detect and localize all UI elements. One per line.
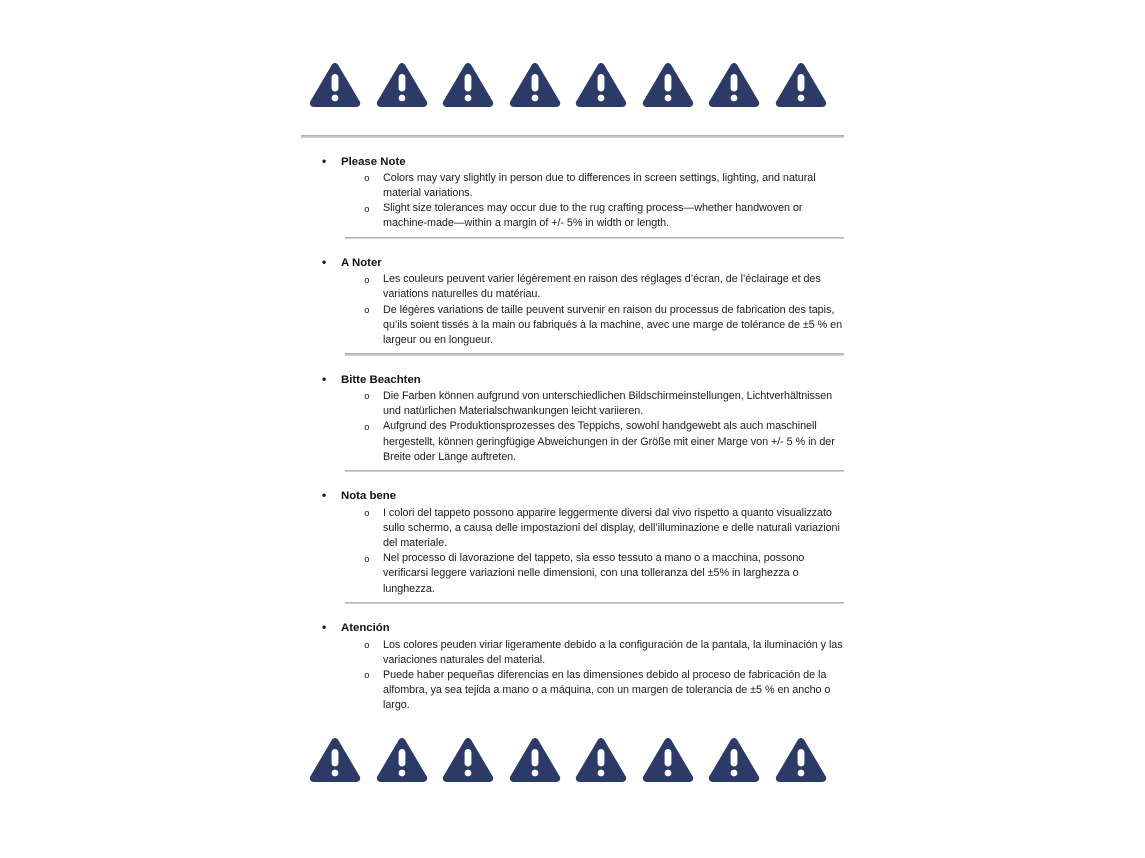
- warning-triangle-icon: [708, 60, 760, 110]
- warning-triangle-icon: [309, 735, 361, 785]
- bullet-circle: o: [364, 203, 370, 215]
- section-heading-row: [301, 489, 844, 504]
- section-atencion: [301, 604, 844, 713]
- warning-triangle-icon: [775, 60, 827, 110]
- note-item: [301, 551, 844, 597]
- bullet-circle: o: [364, 391, 370, 403]
- section-a-noter: [301, 239, 844, 356]
- note-item-text: De légères variations de taille peuvent survenir en raison du processus de fabrication des tapis, qu’ils soient tissés à la main ou fabriqués à la machine, avec une marge de tolérance de ±5 % en largeur ou en longueur.: [383, 303, 843, 347]
- warning-icons-row-bottom: [301, 735, 844, 785]
- bullet-circle: o: [364, 421, 370, 433]
- warning-triangle-icon: [509, 60, 561, 110]
- product-notes-document: [301, 0, 844, 785]
- warning-triangle-icon: [575, 60, 627, 110]
- note-item-text: Colors may vary slightly in person due to differences in screen settings, lighting, and natural material variations.: [383, 171, 816, 199]
- note-item: [301, 668, 844, 714]
- section-bitte-beachten: [301, 356, 844, 473]
- bullet-dot: •: [322, 255, 327, 270]
- warning-triangle-icon: [376, 60, 428, 110]
- note-item: [301, 419, 844, 465]
- note-item: [301, 303, 844, 349]
- section-please-note: [301, 138, 844, 240]
- warning-triangle-icon: [376, 735, 428, 785]
- bullet-circle: o: [364, 305, 370, 317]
- section-heading: Atención: [341, 622, 390, 635]
- note-item-text: I colori del tappeto possono apparire leggermente diversi dal vivo rispetto a quanto visualizzato sullo schermo, a causa delle impostazioni del display, dell’illuminazione e delle naturali variazioni del materiale.: [383, 506, 840, 550]
- bullet-circle: o: [364, 640, 370, 652]
- warning-triangle-icon: [642, 735, 694, 785]
- section-heading-row: [301, 373, 844, 388]
- section-heading: Bitte Beachten: [341, 373, 421, 386]
- section-heading: Please Note: [341, 155, 406, 168]
- warning-triangle-icon: [708, 735, 760, 785]
- section-heading: A Noter: [341, 257, 382, 270]
- section-heading: Nota bene: [341, 490, 397, 503]
- note-item-text: Los colores peuden viriar ligeramente debido a la configuración de la pantala, la iluminación y las variaciones naturales del material.: [383, 638, 843, 666]
- warning-triangle-icon: [309, 60, 361, 110]
- bullet-dot: •: [322, 371, 327, 386]
- note-item: [301, 506, 844, 552]
- bullet-circle: o: [364, 173, 370, 185]
- note-item-text: Die Farben können aufgrund von unterschiedlichen Bildschirmeinstellungen, Lichtverhältnissen und natürlichen Materialschwankungen leicht variieren.: [383, 389, 833, 418]
- note-item: [301, 171, 844, 201]
- note-item-text: Les couleurs peuvent varier légèrement en raison des réglages d’écran, de l’éclairage et des variations naturelles du matériau.: [383, 273, 821, 301]
- section-nota-bene: [301, 472, 844, 604]
- bullet-dot: •: [322, 620, 327, 635]
- section-heading-row: [301, 256, 844, 271]
- warning-triangle-icon: [442, 60, 494, 110]
- warning-triangle-icon: [442, 735, 494, 785]
- note-item: [301, 389, 844, 419]
- bullet-dot: •: [322, 153, 327, 168]
- section-heading-row: [301, 621, 844, 636]
- bullet-circle: o: [364, 508, 370, 520]
- note-item: [301, 272, 844, 302]
- section-heading-row: [301, 155, 844, 170]
- note-item-text: Puede haber pequeñas diferencias en las dimensiones debido al proceso de fabricación de la alfombra, ya sea tejida a mano o a máquina, con un margen de tolerancia de ±5 % en ancho o largo.: [383, 668, 831, 712]
- warning-triangle-icon: [509, 735, 561, 785]
- warning-triangle-icon: [575, 735, 627, 785]
- bullet-circle: o: [364, 274, 370, 286]
- note-item-text: Nel processo di lavorazione del tappeto, sia esso tessuto a mano o a macchina, possono verificarsi leggere variazioni nelle dimensioni, con una tolleranza del ±5% in larghezza o lunghezza.: [383, 552, 805, 595]
- bullet-circle: o: [364, 670, 370, 682]
- warning-triangle-icon: [642, 60, 694, 110]
- warning-triangle-icon: [775, 735, 827, 785]
- note-item-text: Slight size tolerances may occur due to the rug crafting process—whether handwoven or machine-made—within a margin of +/- 5% in width or length.: [383, 202, 803, 230]
- warning-icons-row-top: [301, 60, 844, 110]
- bullet-circle: o: [364, 553, 370, 565]
- note-item: [301, 638, 844, 668]
- note-item-text: Aufgrund des Produktionsprozesses des Teppichs, sowohl handgewebt als auch maschinell hergestellt, können geringfügige Abweichungen in der Größe mit einer Marge von +/- 5 % in der Breite oder Länge auftreten.: [383, 420, 835, 463]
- bullet-dot: •: [322, 488, 327, 503]
- note-item: [301, 201, 844, 231]
